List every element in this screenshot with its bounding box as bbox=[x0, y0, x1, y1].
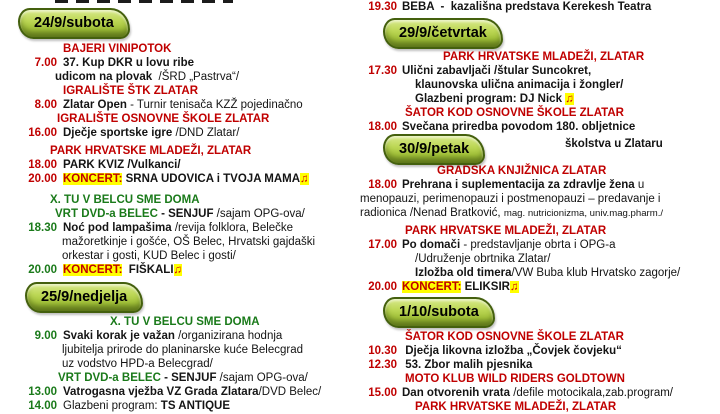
text-line bbox=[360, 252, 720, 266]
event-time: 18.00 bbox=[368, 179, 397, 191]
program-column-left bbox=[18, 0, 360, 413]
text-run: - predstavljanje obrta i OPG-a bbox=[460, 239, 616, 251]
event-time: 20.00 bbox=[368, 281, 397, 293]
date-badge bbox=[383, 297, 495, 328]
text-line bbox=[360, 164, 720, 178]
event-line bbox=[18, 399, 360, 413]
date-badge-row bbox=[383, 297, 720, 328]
section-label: VRT DVD-a BELEC bbox=[58, 372, 161, 384]
event-line bbox=[360, 344, 720, 358]
text-line bbox=[360, 92, 720, 106]
text-line bbox=[18, 84, 360, 98]
date-badge-label: 1/10/subota bbox=[399, 304, 479, 320]
text-run: /sajam OPG-ova/ bbox=[216, 372, 308, 384]
date-badge-label: 29/9/četvrtak bbox=[399, 25, 487, 41]
event-line bbox=[18, 172, 360, 186]
text-run: Glazbeni program: DJ Nick bbox=[415, 93, 566, 105]
text-line bbox=[360, 78, 720, 92]
event-line bbox=[360, 64, 720, 78]
event-line bbox=[18, 329, 360, 343]
text-run-small: mag. nutricionizma, univ.mag.pharm./ bbox=[503, 208, 664, 219]
text-line bbox=[18, 249, 360, 263]
text-run: Dan otvorenih vrata bbox=[402, 387, 510, 399]
text-run: /ŠRD „Pastrva“/ bbox=[152, 71, 240, 83]
text-line bbox=[360, 400, 720, 414]
text-line bbox=[18, 144, 360, 158]
event-time: 9.00 bbox=[34, 330, 57, 342]
text-line bbox=[18, 42, 360, 56]
event-line bbox=[360, 280, 720, 294]
text-run: Izložba old timera bbox=[415, 267, 512, 279]
event-time: 10.30 bbox=[368, 345, 397, 357]
text-line bbox=[360, 137, 720, 151]
event-line bbox=[360, 178, 720, 192]
text-line bbox=[18, 207, 360, 221]
event-time: 14.00 bbox=[28, 400, 57, 412]
event-time: 18.30 bbox=[28, 222, 57, 234]
music-note-icon: ♫ bbox=[173, 264, 183, 276]
text-run: udicom na plovak bbox=[55, 71, 153, 83]
date-badge bbox=[18, 8, 130, 39]
event-line bbox=[360, 386, 720, 400]
text-run: Dječja likovna izložba „Čovjek čovjeku“ bbox=[402, 345, 622, 357]
venue-label: PARK HRVATSKE MLADEŽI, ZLATAR bbox=[443, 51, 645, 63]
text-run: 37. Kup DKR u lovu ribe bbox=[63, 57, 194, 69]
event-time: 19.30 bbox=[368, 1, 397, 13]
text-run: Vatrogasna vježba VZ Grada Zlatara bbox=[63, 386, 259, 398]
text-run: klaunovska ulična animacija i žongler/ bbox=[415, 79, 624, 91]
text-line bbox=[18, 70, 360, 84]
text-line bbox=[360, 106, 720, 120]
text-run: TS ANTIQUE bbox=[160, 400, 231, 412]
text-line bbox=[18, 371, 360, 385]
section-label: X. TU V BELCU SME DOMA bbox=[110, 316, 260, 328]
event-line bbox=[18, 56, 360, 70]
text-run: FIŠKALI bbox=[122, 264, 174, 276]
event-time: 17.00 bbox=[368, 239, 397, 251]
text-line bbox=[18, 357, 360, 371]
event-time: 18.00 bbox=[28, 159, 57, 171]
text-run: Svaki korak je važan bbox=[63, 330, 175, 342]
highlighted-label: KONCERT: bbox=[402, 281, 462, 293]
music-note-icon: ♫ bbox=[565, 93, 574, 105]
date-badge-label: 24/9/subota bbox=[34, 15, 114, 31]
text-run: SRNA UDOVICA i TVOJA MAMA bbox=[122, 173, 301, 185]
venue-label: ŠATOR KOD OSNOVNE ŠKOLE ZLATAR bbox=[405, 107, 624, 119]
music-note-icon: ♫ bbox=[300, 173, 309, 185]
venue-label: IGRALIŠTE OSNOVNE ŠKOLE ZLATAR bbox=[57, 113, 270, 125]
text-line bbox=[360, 50, 720, 64]
text-run: /defile motocikala,zab.program/ bbox=[510, 387, 673, 399]
text-line bbox=[360, 330, 720, 344]
text-line bbox=[18, 112, 360, 126]
text-run: školstva u Zlataru bbox=[565, 138, 663, 150]
event-time: 18.00 bbox=[368, 121, 397, 133]
text-line bbox=[360, 224, 720, 238]
date-badge bbox=[383, 18, 503, 49]
text-run: mažoretkinje i gošće, OŠ Belec, Hrvatski gajdaški bbox=[62, 236, 316, 248]
event-line bbox=[18, 98, 360, 112]
event-time: 7.00 bbox=[34, 57, 57, 69]
text-run: - Turnir tenisača KZŽ pojedinačno bbox=[126, 99, 303, 111]
venue-label: GRADSKA KNJIŽNICA ZLATAR bbox=[437, 165, 607, 177]
event-line bbox=[360, 0, 720, 14]
venue-label: PARK HRVATSKE MLADEŽI, ZLATAR bbox=[415, 401, 617, 413]
text-run: /VW Buba klub Hrvatsko zagorje/ bbox=[511, 267, 681, 279]
event-time: 20.00 bbox=[28, 264, 57, 276]
date-badge bbox=[25, 282, 143, 313]
section-label: VRT DVD-a BELEC bbox=[55, 208, 158, 220]
event-line bbox=[360, 358, 720, 372]
event-line bbox=[18, 221, 360, 235]
text-run: Svečana priredba povodom 180. obljetnice bbox=[402, 121, 636, 133]
event-time: 17.30 bbox=[368, 65, 397, 77]
event-time: 13.00 bbox=[28, 386, 57, 398]
program-column-right bbox=[360, 0, 720, 414]
text-run: 53. Zbor malih pjesnika bbox=[402, 359, 533, 371]
text-line bbox=[18, 315, 360, 329]
venue-label: PARK HRVATSKE MLADEŽI, ZLATAR bbox=[405, 225, 607, 237]
venue-label: ŠATOR KOD OSNOVNE ŠKOLE ZLATAR bbox=[405, 331, 624, 343]
text-run: - SENJUF bbox=[160, 372, 217, 384]
text-line bbox=[360, 372, 720, 386]
event-time: 20.00 bbox=[28, 173, 57, 185]
highlighted-label: KONCERT: bbox=[63, 173, 123, 185]
text-run: - SENJUF bbox=[157, 208, 214, 220]
text-run: Noć pod lampašima bbox=[63, 222, 172, 234]
text-line bbox=[18, 235, 360, 249]
venue-label: MOTO KLUB WILD RIDERS GOLDTOWN bbox=[405, 373, 625, 385]
venue-label: IGRALIŠTE ŠTK ZLATAR bbox=[63, 85, 199, 97]
text-run: u bbox=[634, 179, 645, 191]
event-time: 15.00 bbox=[368, 387, 397, 399]
text-run: radionica /Nenad Bratković, bbox=[360, 207, 504, 219]
date-badge-row bbox=[25, 282, 360, 313]
date-badge-with-text-row bbox=[360, 134, 720, 164]
text-run: Glazbeni program: bbox=[63, 400, 161, 412]
highlighted-label: KONCERT: bbox=[63, 264, 123, 276]
date-badge-label: 30/9/petak bbox=[399, 141, 470, 157]
event-line bbox=[360, 120, 720, 134]
text-line bbox=[18, 193, 360, 207]
text-run: BEBA - kazališna predstava Kerekesh Teatra bbox=[402, 1, 652, 13]
event-line bbox=[18, 126, 360, 140]
text-run: Prehrana i suplementacija za zdravlje žena bbox=[402, 179, 635, 191]
text-run: ELIKSIR bbox=[461, 281, 510, 293]
text-run: /Udruženje obrtnika Zlatar/ bbox=[415, 253, 551, 265]
text-run: /organizirana hodnja bbox=[174, 330, 283, 342]
text-run: Ulični zabavljači /štular Suncokret, bbox=[402, 65, 592, 77]
event-line bbox=[18, 263, 360, 277]
event-line bbox=[360, 238, 720, 252]
event-time: 8.00 bbox=[34, 99, 57, 111]
event-line bbox=[18, 158, 360, 172]
event-line bbox=[18, 385, 360, 399]
text-run: orkestar i gosti, KUD Belec i gosti/ bbox=[62, 250, 236, 262]
text-run: Po domači bbox=[402, 239, 461, 251]
text-run: Dječje sportske igre bbox=[63, 127, 173, 139]
date-badge-label: 25/9/nedjelja bbox=[41, 289, 128, 305]
text-run: ljubitelja prirode do planinarske kuće Belecgrad bbox=[62, 344, 304, 356]
venue-label: PARK HRVATSKE MLADEŽI, ZLATAR bbox=[50, 145, 252, 157]
section-label: X. TU V BELCU SME DOMA bbox=[50, 194, 200, 206]
text-run: /sajam OPG-ova/ bbox=[213, 208, 305, 220]
text-line bbox=[360, 192, 720, 206]
text-run: PARK KVIZ /Vulkanci/ bbox=[63, 159, 181, 171]
text-run: /DVD Belec/ bbox=[258, 386, 322, 398]
date-badge-row bbox=[18, 8, 360, 39]
date-badge-row bbox=[383, 18, 720, 49]
event-time: 16.00 bbox=[28, 127, 57, 139]
text-line bbox=[360, 266, 720, 280]
text-run: Zlatar Open bbox=[63, 99, 127, 111]
music-note-icon: ♫ bbox=[509, 281, 519, 293]
text-run: menopauzi, perimenopauzi i postmenopauzi – predavanje i bbox=[360, 193, 661, 205]
event-time: 12.30 bbox=[368, 359, 397, 371]
text-line bbox=[360, 206, 720, 221]
text-run: /DND Zlatar/ bbox=[172, 127, 240, 139]
text-line bbox=[18, 343, 360, 357]
venue-label: BAJERI VINIPOTOK bbox=[63, 43, 172, 55]
text-run: /revija folklora, Belečke bbox=[171, 222, 294, 234]
text-run: uz vodstvo HPD-a Belecgrad/ bbox=[62, 358, 213, 370]
